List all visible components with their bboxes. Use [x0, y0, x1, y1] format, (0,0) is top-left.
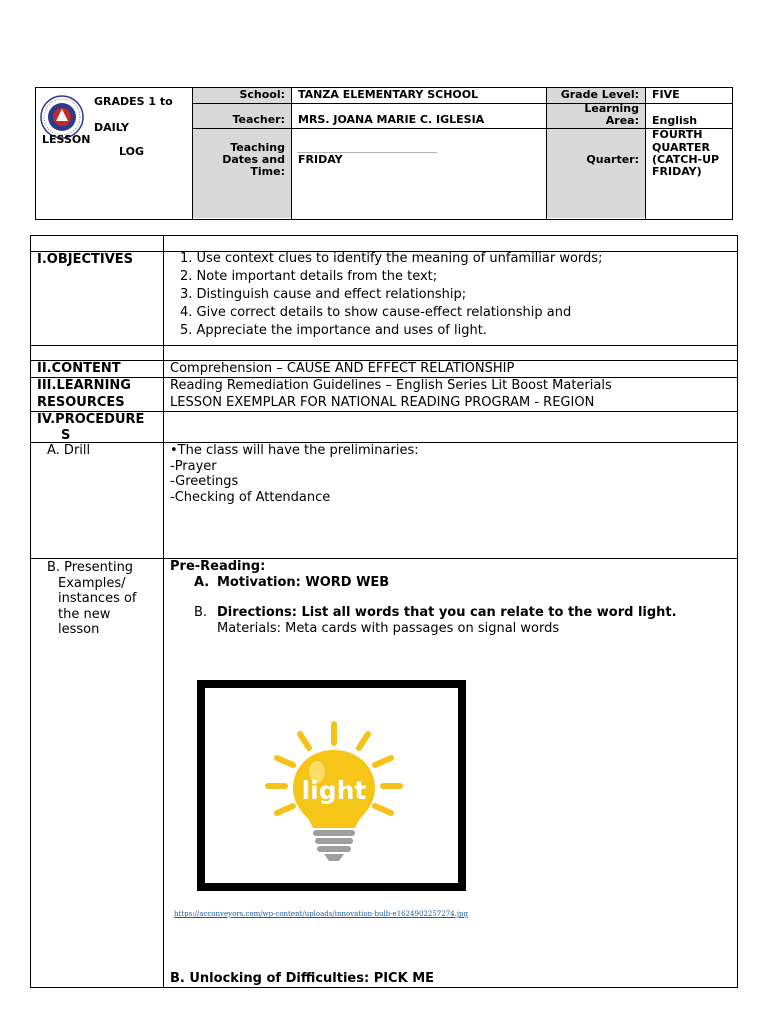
quarter-label: Quarter:: [586, 153, 639, 166]
school-label: School:: [239, 88, 285, 101]
dll-title-line4: LOG: [119, 145, 144, 158]
unlocking-heading: B. Unlocking of Difficulties: PICK ME: [170, 971, 435, 986]
drill-line: -Prayer: [170, 459, 217, 474]
objective-item: 4. Give correct details to show cause-effect relationship and: [180, 305, 572, 320]
motivation-marker: A.: [194, 575, 210, 590]
resources-value-1: Reading Remediation Guidelines – English Series Lit Boost Materials: [170, 378, 612, 393]
objectives-list: [180, 250, 602, 340]
presenting-label-line: B. Presenting: [47, 560, 134, 575]
drill-line: -Greetings: [170, 474, 239, 489]
image-source-link[interactable]: https://acconveyors.com/wp-content/uploads/innovation-bulb-e1624902257274.jpg: [174, 910, 468, 918]
resources-label-1: III.LEARNING: [37, 378, 131, 393]
quarter-value-2: QUARTER: [652, 141, 710, 154]
resources-value-2: LESSON EXEMPLAR FOR NATIONAL READING PROGRAM - REGION: [170, 395, 595, 410]
objective-item: 5. Appreciate the importance and uses of light.: [180, 323, 487, 338]
presenting-label-line: instances of: [58, 591, 137, 606]
light-bulb-image: [197, 680, 466, 891]
school-value: TANZA ELEMENTARY SCHOOL: [298, 88, 479, 101]
dates-blank-line: _______________________________: [297, 144, 437, 153]
dll-title-line1: GRADES 1 to: [94, 95, 173, 108]
dll-title-line2: DAILY: [94, 121, 129, 134]
light-bulb-icon: [205, 688, 458, 883]
teacher-value: MRS. JOANA MARIE C. IGLESIA: [298, 113, 485, 126]
dates-value: FRIDAY: [298, 153, 343, 166]
learning-area-label-1: Learning: [584, 102, 639, 115]
dates-label-3: Time:: [250, 165, 285, 178]
directions-marker: B.: [194, 605, 208, 620]
quarter-value-4: FRIDAY): [652, 165, 702, 178]
dates-label-1: Teaching: [230, 141, 285, 154]
resources-label-2: RESOURCES: [37, 395, 125, 410]
objective-item: 1. Use context clues to identify the meaning of unfamiliar words;: [180, 251, 603, 266]
directions-text: Directions: List all words that you can relate to the word light.: [217, 605, 677, 620]
quarter-value-1: FOURTH: [652, 128, 703, 141]
drill-label: A. Drill: [47, 443, 91, 458]
dates-label-2: Dates and: [222, 153, 285, 166]
header-table: [35, 87, 733, 220]
objective-item: 2. Note important details from the text;: [180, 269, 438, 284]
presenting-label-line: the new: [58, 607, 111, 622]
grade-level-label: Grade Level:: [560, 88, 639, 101]
learning-area-value: English: [652, 114, 698, 127]
learning-area-label-2: Area:: [605, 114, 639, 127]
quarter-value-3: (CATCH-UP: [652, 153, 720, 166]
presenting-label-line: Examples/: [58, 576, 126, 591]
procedures-label-2: S: [61, 428, 71, 443]
content-label: II.CONTENT: [37, 361, 121, 376]
drill-line: -Checking of Attendance: [170, 490, 331, 505]
grade-level-value: FIVE: [652, 88, 680, 101]
pre-reading-heading: Pre-Reading:: [170, 559, 266, 574]
image-word: light: [301, 776, 367, 805]
dll-title-line3: LESSON: [42, 133, 91, 146]
materials-text: Materials: Meta cards with passages on signal words: [217, 621, 560, 636]
procedures-label-1: IV.PROCEDURE: [37, 412, 145, 427]
objectives-label: I.OBJECTIVES: [37, 252, 134, 267]
teacher-label: Teacher:: [232, 113, 285, 126]
motivation-text: Motivation: WORD WEB: [217, 575, 390, 590]
presenting-label-line: lesson: [58, 622, 100, 637]
objective-item: 3. Distinguish cause and effect relationship;: [180, 287, 467, 302]
drill-line: •The class will have the preliminaries:: [170, 443, 419, 458]
content-value: Comprehension – CAUSE AND EFFECT RELATIONSHIP: [170, 361, 515, 376]
